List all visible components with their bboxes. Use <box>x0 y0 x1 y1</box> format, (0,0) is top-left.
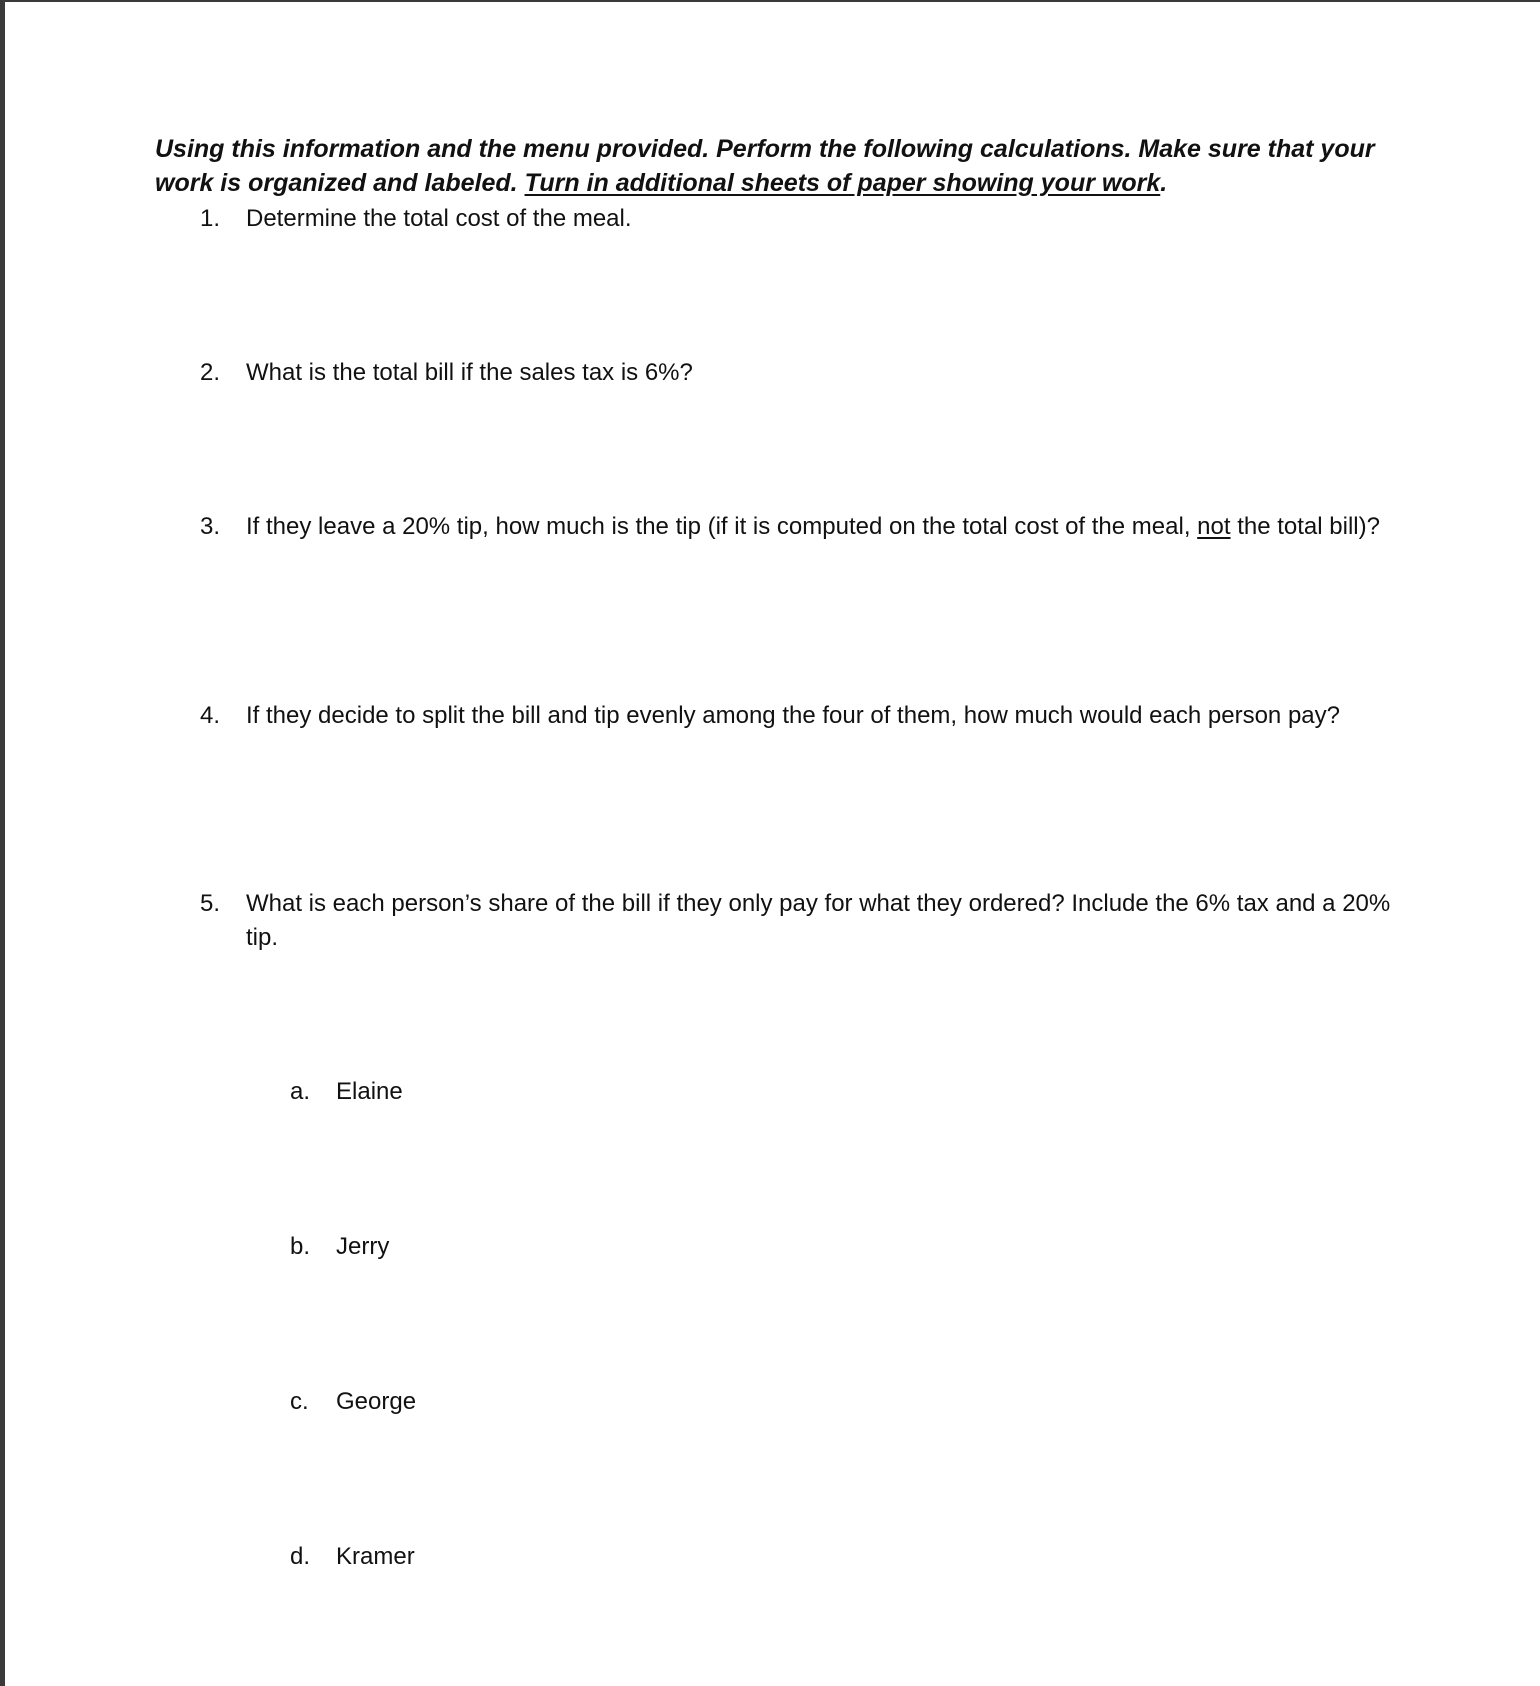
question-text-underlined: not <box>1197 513 1231 540</box>
question-3 <box>200 510 1420 544</box>
question-text-after: the total bill)? <box>1230 513 1380 540</box>
person-letter: c. <box>290 1388 309 1415</box>
person-name: Elaine <box>336 1078 403 1105</box>
question-number: 4. <box>200 702 221 729</box>
question-number: 3. <box>200 513 221 540</box>
question-text: What is each person’s share of the bill if they only pay for what they ordered? Include the 6% tax and a 20% tip. <box>246 890 1391 951</box>
question-text <box>246 510 1420 544</box>
instructions-lead: Using this information and the menu provided. Perform the following calculations. Make sure that your work is organized and labeled. <box>155 135 1375 197</box>
instructions <box>155 132 1425 200</box>
question-text-before: If they leave a 20% tip, how much is the tip (if it is computed on the total cost of the meal, <box>246 513 1198 540</box>
question-4 <box>200 699 1420 733</box>
person-george <box>290 1385 890 1419</box>
person-kramer <box>290 1540 890 1574</box>
instructions-tail: . <box>1160 169 1168 197</box>
question-1 <box>200 202 1420 236</box>
question-text: If they decide to split the bill and tip evenly among the four of them, how much would each person pay? <box>246 702 1340 729</box>
person-letter: a. <box>290 1078 311 1105</box>
document-page <box>5 2 1540 1686</box>
question-text: What is the total bill if the sales tax is 6%? <box>246 359 693 386</box>
question-number: 2. <box>200 359 221 386</box>
question-text: Determine the total cost of the meal. <box>246 205 632 232</box>
person-elaine <box>290 1075 890 1109</box>
person-name: Kramer <box>336 1543 415 1570</box>
person-letter: d. <box>290 1543 311 1570</box>
question-2 <box>200 356 1420 390</box>
person-letter: b. <box>290 1233 311 1260</box>
person-jerry <box>290 1230 890 1264</box>
question-5 <box>200 887 1420 955</box>
person-name: George <box>336 1388 417 1415</box>
question-number: 5. <box>200 890 221 917</box>
question-number: 1. <box>200 205 221 232</box>
instructions-underlined: Turn in additional sheets of paper showing your work <box>524 169 1161 197</box>
person-name: Jerry <box>336 1233 390 1260</box>
